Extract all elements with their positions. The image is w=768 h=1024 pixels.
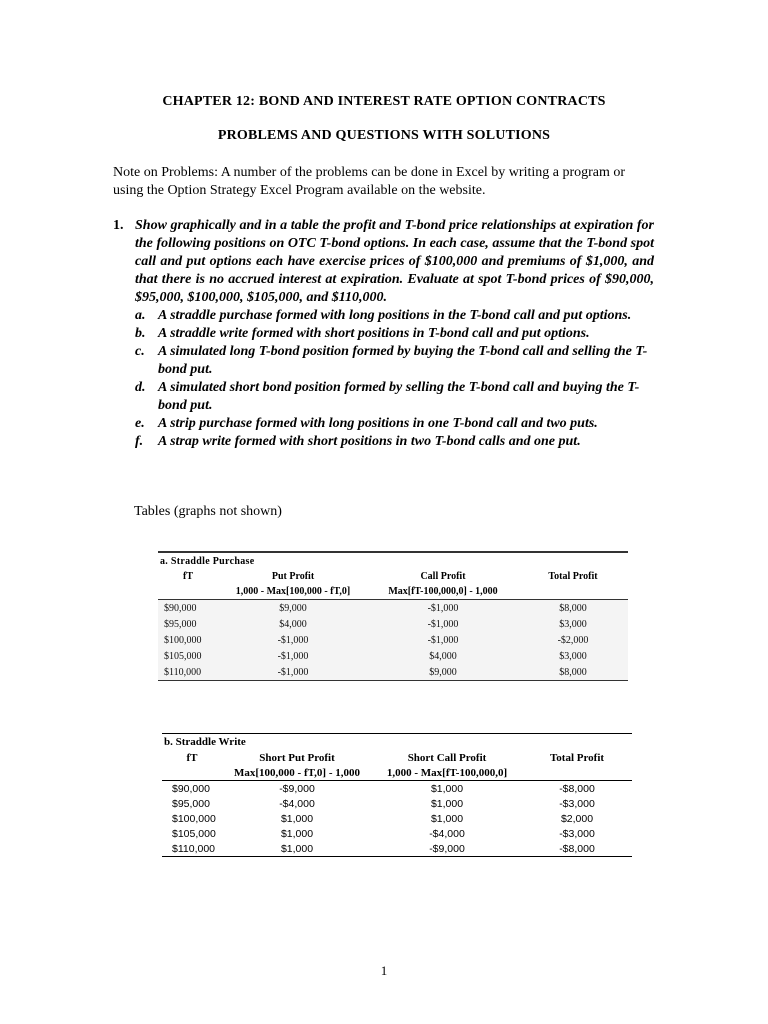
table-cell: $105,000 (164, 650, 202, 662)
table-cell: $110,000 (164, 666, 202, 678)
column-header: Total Profit (549, 751, 605, 764)
table-cell: -$4,000 (429, 827, 465, 840)
item-label: e. (135, 416, 145, 431)
table-cell: $1,000 (430, 812, 464, 825)
column-header: fT (186, 751, 198, 764)
section-title: PROBLEMS AND QUESTIONS WITH SOLUTIONS (217, 128, 551, 143)
item-text: A strip purchase formed with long positions in one T-bond call and two puts. (158, 416, 598, 431)
table-cell: -$1,000 (277, 666, 309, 678)
item-label: b. (135, 326, 146, 341)
table-cell: $3,000 (559, 618, 587, 630)
table-cell: $90,000 (172, 782, 210, 795)
item-label: d. (135, 380, 146, 395)
table-cell: -$1,000 (427, 634, 459, 646)
table-cell: $9,000 (279, 602, 307, 614)
table-cell: $4,000 (429, 650, 457, 662)
table-row (162, 841, 632, 856)
table-cell: -$9,000 (279, 782, 315, 795)
table-caption: b. Straddle Write (164, 736, 246, 748)
list-item (135, 415, 654, 433)
table-cell: -$9,000 (429, 842, 465, 855)
table-cell: -$3,000 (559, 827, 595, 840)
column-subheader: 1,000 - Max[100,000 - fT,0] (235, 586, 351, 597)
table-row (158, 616, 628, 632)
column-subheader: Max[100,000 - fT,0] - 1,000 (234, 766, 360, 779)
table-cell: $95,000 (164, 618, 197, 630)
item-text: A strap write formed with short positions in two T-bond calls and one put. (158, 434, 581, 449)
table-cell: $1,000 (430, 797, 464, 810)
column-header: Total Profit (548, 571, 598, 582)
chapter-title: CHAPTER 12: BOND AND INTEREST RATE OPTION CONTRACTS (162, 94, 606, 109)
table-row (162, 826, 632, 841)
problem-number: 1. (113, 218, 124, 233)
table-cell: $2,000 (560, 812, 594, 825)
table-cell: $3,000 (559, 650, 587, 662)
table-cell: $95,000 (172, 797, 210, 810)
column-header: fT (183, 571, 193, 582)
column-subheader (158, 584, 218, 600)
problem-subitems (113, 307, 654, 451)
table-cell: $1,000 (280, 827, 314, 840)
item-label: a. (135, 308, 146, 323)
tables-note: Tables (graphs not shown) (134, 504, 282, 519)
column-subheader (522, 765, 632, 781)
table-cell: -$1,000 (277, 650, 309, 662)
table-cell: $1,000 (280, 842, 314, 855)
item-label: c. (135, 344, 145, 359)
table-row (162, 781, 632, 796)
table-cell: $1,000 (430, 782, 464, 795)
straddle-purchase-table (158, 551, 628, 681)
table-row (158, 648, 628, 664)
column-subheader (162, 765, 222, 781)
table-rule (162, 856, 632, 857)
column-header: Short Put Profit (259, 751, 335, 764)
table-cell: $100,000 (172, 812, 216, 825)
straddle-write-table (162, 733, 632, 857)
table-cell: -$8,000 (559, 842, 595, 855)
item-text: A straddle write formed with short positions in T-bond call and put options. (158, 326, 590, 341)
list-item (135, 379, 654, 415)
table-row (162, 796, 632, 811)
item-label: f. (135, 434, 144, 449)
column-subheader: Max[fT-100,000,0] - 1,000 (388, 586, 498, 597)
list-item (135, 325, 654, 343)
table-rule (158, 680, 628, 681)
note-paragraph: Note on Problems: A number of the problems can be done in Excel by writing a program or using the Option Strategy Excel Program available on the website. (113, 165, 626, 198)
table-cell: -$2,000 (557, 634, 589, 646)
table-cell: -$1,000 (277, 634, 309, 646)
column-header: Call Profit (420, 571, 466, 582)
table-cell: $4,000 (279, 618, 307, 630)
item-text: A simulated short bond position formed by selling the T-bond call and buying the T-bond put. (158, 380, 640, 413)
item-text: A simulated long T-bond position formed by buying the T-bond call and selling the T-bond put. (158, 344, 648, 377)
table-cell: -$4,000 (279, 797, 315, 810)
table-cell: $110,000 (172, 842, 216, 855)
problem-text: Show graphically and in a table the profit and T-bond price relationships at expiration for the following positions on OTC T-bond options. In each case, assume that the T-bond spot call and put options each have exercise prices of $100,000 and premiums of $1,000, and that there is no accrued interest at expiration. Evaluate at spot T-bond prices of $90,000, $95,000, $100,000, $105,000, and $110,000. (135, 218, 654, 305)
table-cell: -$3,000 (559, 797, 595, 810)
column-header: Short Call Profit (407, 751, 487, 764)
table-cell: $1,000 (280, 812, 314, 825)
table-cell: $8,000 (559, 666, 587, 678)
page-number: 1 (380, 963, 388, 978)
table-row (158, 632, 628, 648)
table-caption: a. Straddle Purchase (160, 556, 255, 567)
list-item (135, 343, 654, 379)
column-subheader (518, 584, 628, 600)
problem-1 (113, 217, 654, 451)
table-row (158, 664, 628, 680)
list-item (135, 307, 654, 325)
column-subheader: 1,000 - Max[fT-100,000,0] (386, 766, 508, 779)
table-row (162, 811, 632, 826)
table-cell: -$8,000 (559, 782, 595, 795)
table-cell: -$1,000 (427, 602, 459, 614)
column-header: Put Profit (271, 571, 315, 582)
table-row (158, 600, 628, 616)
table-cell: $105,000 (172, 827, 216, 840)
table-cell: -$1,000 (427, 618, 459, 630)
table-cell: $8,000 (559, 602, 587, 614)
table-cell: $100,000 (164, 634, 202, 646)
item-text: A straddle purchase formed with long positions in the T-bond call and put options. (158, 308, 632, 323)
table-cell: $9,000 (429, 666, 457, 678)
table-cell: $90,000 (164, 602, 197, 614)
list-item (135, 433, 654, 451)
